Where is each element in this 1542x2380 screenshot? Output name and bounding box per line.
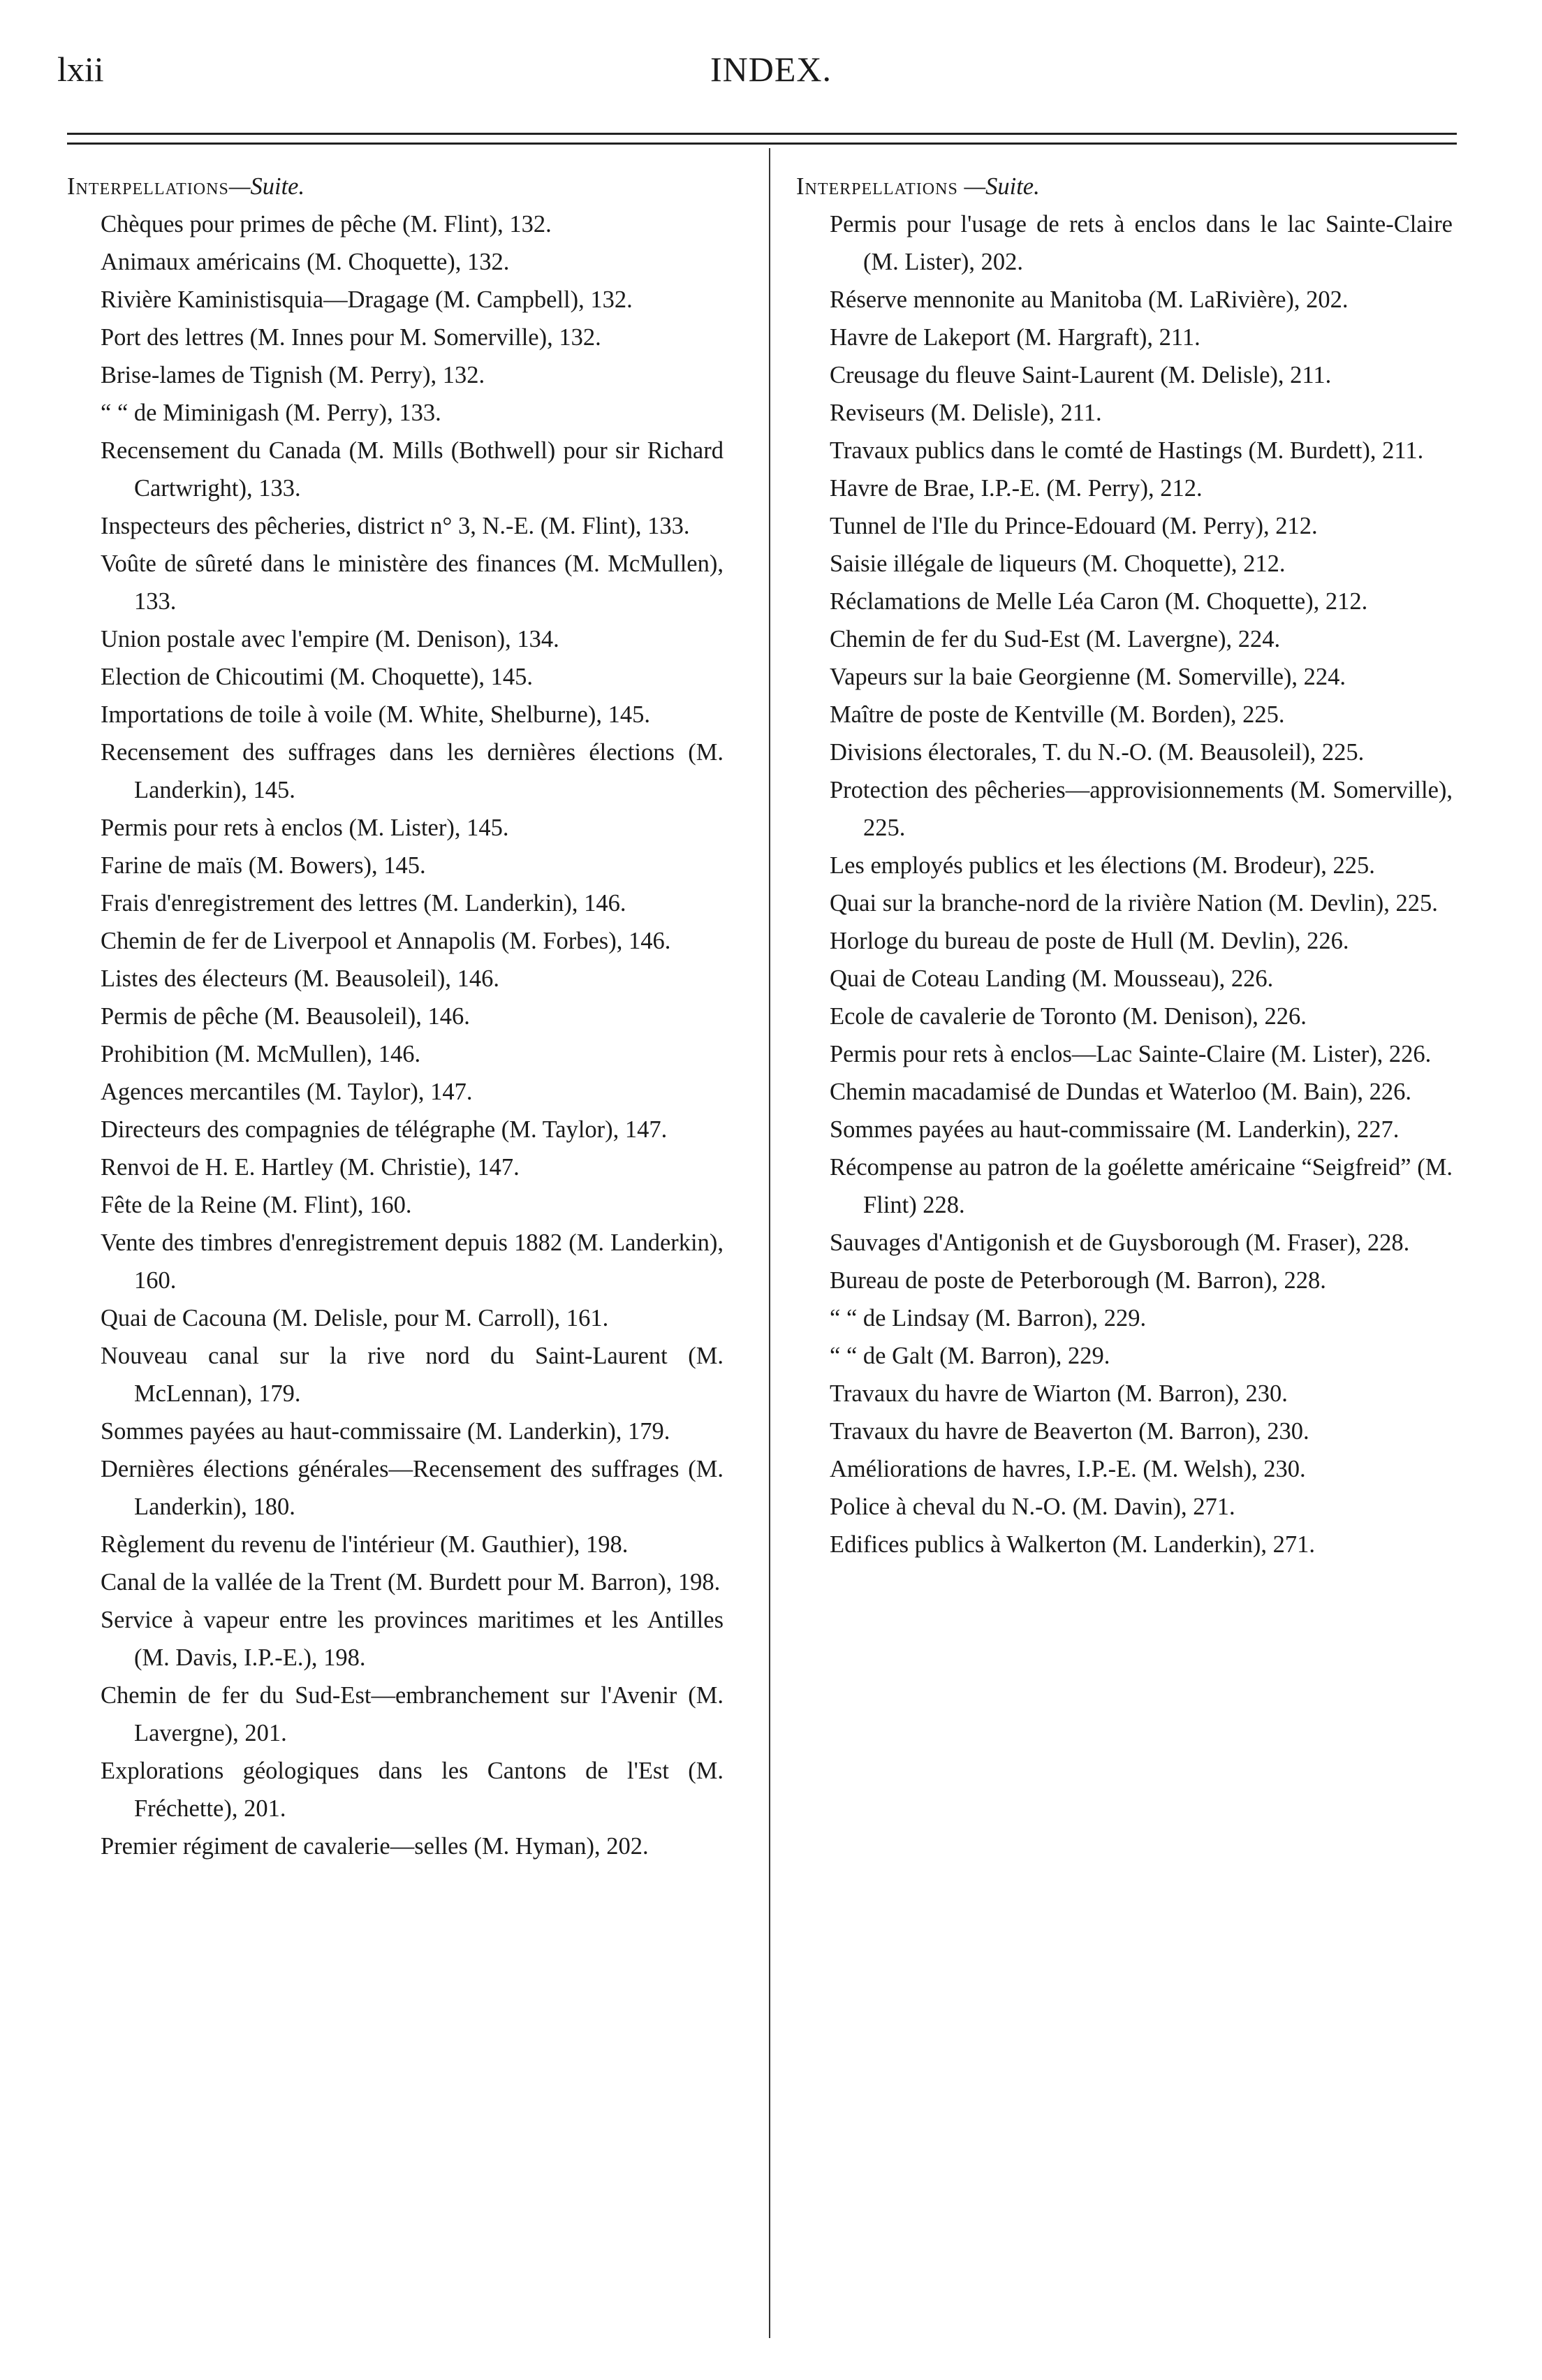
index-entry: Animaux américains (M. Choquette), 132. bbox=[101, 249, 510, 275]
index-entry: Creusage du fleuve Saint-Laurent (M. Delisle), 211. bbox=[830, 362, 1332, 388]
index-entry: Service à vapeur entre les provinces maritimes et les Antilles (M. Davis, I.P.-E.), 198. bbox=[101, 1607, 724, 1671]
index-entry: Tunnel de l'Ile du Prince-Edouard (M. Perry), 212. bbox=[830, 513, 1318, 539]
index-entry: Edifices publics à Walkerton (M. Landerkin), 271. bbox=[830, 1531, 1316, 1558]
index-entry: Règlement du revenu de l'intérieur (M. Gauthier), 198. bbox=[101, 1531, 629, 1558]
index-entry: Farine de maïs (M. Bowers), 145. bbox=[101, 852, 426, 879]
index-entry: Frais d'enregistrement des lettres (M. Landerkin), 146. bbox=[101, 890, 626, 917]
index-entry: Chemin de fer de Liverpool et Annapolis (M. Forbes), 146. bbox=[101, 928, 671, 954]
index-entry: Améliorations de havres, I.P.-E. (M. Welsh), 230. bbox=[830, 1456, 1306, 1482]
index-entry: Horloge du bureau de poste de Hull (M. Devlin), 226. bbox=[830, 928, 1349, 954]
header-rule-bottom bbox=[67, 143, 1457, 145]
index-entry: Divisions électorales, T. du N.-O. (M. Beausoleil), 225. bbox=[830, 739, 1365, 766]
index-entry: Travaux du havre de Beaverton (M. Barron), 230. bbox=[830, 1418, 1309, 1445]
page-number: lxii bbox=[57, 50, 104, 89]
index-entry: Travaux du havre de Wiarton (M. Barron), 230. bbox=[830, 1380, 1288, 1407]
index-entry: Police à cheval du N.-O. (M. Davin), 271. bbox=[830, 1494, 1235, 1520]
index-entry: Réserve mennonite au Manitoba (M. LaRivière), 202. bbox=[830, 286, 1349, 313]
index-entry: Permis pour rets à enclos (M. Lister), 145. bbox=[101, 815, 509, 841]
index-entry: Vapeurs sur la baie Georgienne (M. Somerville), 224. bbox=[830, 664, 1346, 690]
index-entry: Récompense au patron de la goélette américaine “Seigfreid” (M. Flint) 228. bbox=[830, 1154, 1453, 1218]
index-entry: Union postale avec l'empire (M. Denison), 134. bbox=[101, 626, 559, 652]
index-entry: Les employés publics et les élections (M. Brodeur), 225. bbox=[830, 852, 1375, 879]
index-entry: Chemin de fer du Sud-Est—embranchement sur l'Avenir (M. Lavergne), 201. bbox=[101, 1682, 724, 1746]
index-entry: Sauvages d'Antigonish et de Guysborough (M. Fraser), 228. bbox=[830, 1229, 1410, 1256]
index-entry: Prohibition (M. McMullen), 146. bbox=[101, 1041, 421, 1067]
index-entry: Maître de poste de Kentville (M. Borden), 225. bbox=[830, 701, 1285, 728]
index-entry: Sommes payées au haut-commissaire (M. Landerkin), 227. bbox=[830, 1116, 1400, 1143]
index-entry: Permis pour l'usage de rets à enclos dans le lac Sainte-Claire (M. Lister), 202. bbox=[830, 211, 1453, 275]
page-title: INDEX. bbox=[710, 50, 832, 89]
index-entry: “ “ de Miminigash (M. Perry), 133. bbox=[101, 400, 441, 426]
index-entry: Inspecteurs des pêcheries, district n° 3, N.-E. (M. Flint), 133. bbox=[101, 513, 690, 539]
index-entry: Havre de Lakeport (M. Hargraft), 211. bbox=[830, 324, 1200, 351]
right-column bbox=[796, 168, 1453, 1563]
index-entry: Quai de Cacouna (M. Delisle, pour M. Carroll), 161. bbox=[101, 1305, 609, 1331]
index-entry: Permis de pêche (M. Beausoleil), 146. bbox=[101, 1003, 470, 1030]
index-entry: Ecole de cavalerie de Toronto (M. Denison), 226. bbox=[830, 1003, 1307, 1030]
header-rule-top bbox=[67, 133, 1457, 135]
index-entry: Voûte de sûreté dans le ministère des finances (M. McMullen), 133. bbox=[101, 550, 724, 615]
index-entry: Renvoi de H. E. Hartley (M. Christie), 147. bbox=[101, 1154, 520, 1181]
index-entry: Election de Chicoutimi (M. Choquette), 145. bbox=[101, 664, 533, 690]
index-entry: Bureau de poste de Peterborough (M. Barron), 228. bbox=[830, 1267, 1326, 1294]
index-entry: Recensement du Canada (M. Mills (Bothwell) pour sir Richard Cartwright), 133. bbox=[101, 437, 724, 502]
index-entry: Premier régiment de cavalerie—selles (M. Hyman), 202. bbox=[101, 1833, 649, 1860]
index-entry: Fête de la Reine (M. Flint), 160. bbox=[101, 1192, 412, 1218]
index-entry: Chèques pour primes de pêche (M. Flint), 132. bbox=[101, 211, 552, 238]
index-entry: Havre de Brae, I.P.-E. (M. Perry), 212. bbox=[830, 475, 1203, 502]
left-heading-text: Interpellations bbox=[67, 173, 229, 200]
index-entry: “ “ de Galt (M. Barron), 229. bbox=[830, 1343, 1110, 1369]
index-entry: Dernières élections générales—Recensement des suffrages (M. Landerkin), 180. bbox=[101, 1456, 724, 1520]
index-entry: Brise-lames de Tignish (M. Perry), 132. bbox=[101, 362, 485, 388]
index-entry: Canal de la vallée de la Trent (M. Burdett pour M. Barron), 198. bbox=[101, 1569, 721, 1596]
index-entry: Permis pour rets à enclos—Lac Sainte-Claire (M. Lister), 226. bbox=[830, 1041, 1432, 1067]
index-entry: Rivière Kaministisquia—Dragage (M. Campbell), 132. bbox=[101, 286, 633, 313]
index-entry: Explorations géologiques dans les Cantons de l'Est (M. Fréchette), 201. bbox=[101, 1758, 724, 1822]
right-heading-suffix: —Suite. bbox=[957, 173, 1040, 200]
index-entry: Réclamations de Melle Léa Caron (M. Choquette), 212. bbox=[830, 588, 1368, 615]
right-heading-text: Interpellations bbox=[796, 173, 958, 200]
index-entry: Protection des pêcheries—approvisionnements (M. Somerville), 225. bbox=[830, 777, 1453, 841]
index-entry: Saisie illégale de liqueurs (M. Choquette), 212. bbox=[830, 550, 1286, 577]
index-entry: “ “ de Lindsay (M. Barron), 229. bbox=[830, 1305, 1147, 1331]
index-entry: Reviseurs (M. Delisle), 211. bbox=[830, 400, 1102, 426]
index-entry: Nouveau canal sur la rive nord du Saint-Laurent (M. McLennan), 179. bbox=[101, 1343, 724, 1407]
index-entry: Chemin de fer du Sud-Est (M. Lavergne), 224. bbox=[830, 626, 1281, 652]
index-entry: Recensement des suffrages dans les dernières élections (M. Landerkin), 145. bbox=[101, 739, 724, 803]
index-entry: Vente des timbres d'enregistrement depuis 1882 (M. Landerkin), 160. bbox=[101, 1229, 724, 1294]
index-entry: Agences mercantiles (M. Taylor), 147. bbox=[101, 1079, 473, 1105]
right-section-heading bbox=[796, 168, 1453, 205]
index-entry: Directeurs des compagnies de télégraphe (M. Taylor), 147. bbox=[101, 1116, 668, 1143]
column-divider bbox=[769, 148, 770, 2338]
index-entry: Quai de Coteau Landing (M. Mousseau), 226. bbox=[830, 965, 1274, 992]
index-entry: Port des lettres (M. Innes pour M. Somerville), 132. bbox=[101, 324, 601, 351]
index-entry: Listes des électeurs (M. Beausoleil), 146. bbox=[101, 965, 500, 992]
left-section-heading bbox=[67, 168, 724, 205]
index-entry: Importations de toile à voile (M. White, Shelburne), 145. bbox=[101, 701, 650, 728]
index-entry: Travaux publics dans le comté de Hastings (M. Burdett), 211. bbox=[830, 437, 1424, 464]
index-entry: Chemin macadamisé de Dundas et Waterloo (M. Bain), 226. bbox=[830, 1079, 1412, 1105]
left-column bbox=[67, 168, 724, 1865]
index-entry: Quai sur la branche-nord de la rivière Nation (M. Devlin), 225. bbox=[830, 890, 1438, 917]
left-heading-suffix: —Suite. bbox=[228, 173, 305, 200]
index-entry: Sommes payées au haut-commissaire (M. Landerkin), 179. bbox=[101, 1418, 670, 1445]
